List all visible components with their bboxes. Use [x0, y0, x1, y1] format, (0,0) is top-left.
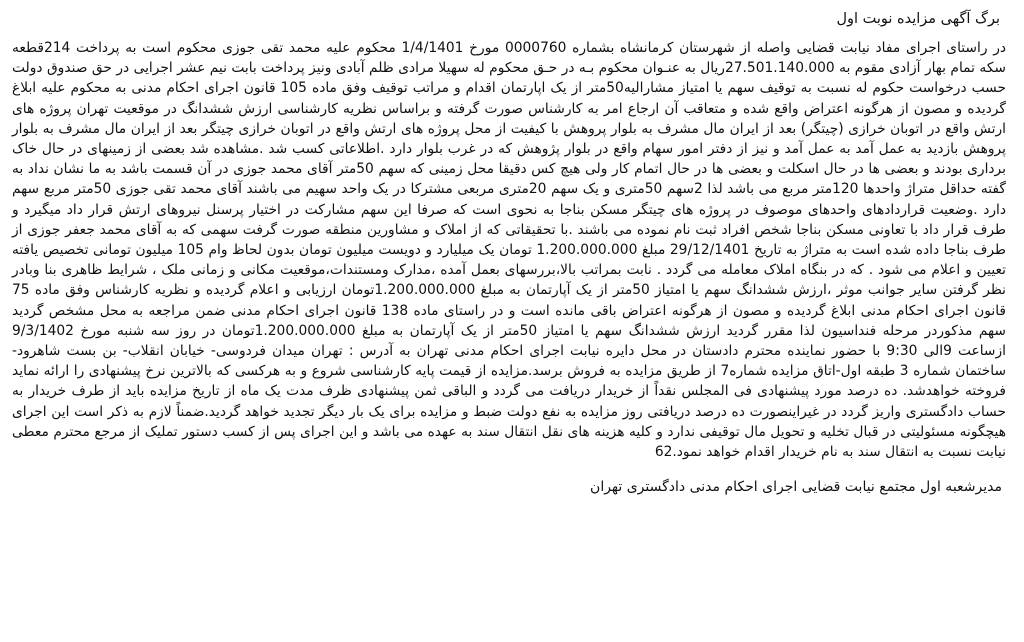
notice-body: در راستای اجرای مفاد نیابت قضایی واصله از شهرستان کرمانشاه بشماره 0000760 مورخ 1/4/1401 محکوم علیه محمد تقی جوزی محکوم است به پرداخت 214قطعه سکه تمام بهار آزادی مقوم به 27.501.140.000ریال به عنـوان محکوم بـه در حـق محکوم له سهیلا مرادی ظلم آبادی ونیز پرداخت بابت نیم عشر اجرایی در حق صندوق دولت حسب درخواست حکوم له نسبت به توقیف سهم یا امتیاز مشارالیه50متر از یک اپارتمان اقدام و مراتب توقیف وفق ماده 105 قانون اجرای احکام مدنی به محکوم علیه ابلاغ گردیده و مصون از هرگونه اعتراض واقع شده و متعاقب آن ارجاع امر به کارشناس صورت گرفته و براساس نظریه کارشناسی ارزش ششدانگ در موقعیت تهران پروژه های ارتش واقع در اتوبان خرازی (چیتگر) بعد از ایران مال مشرف به بلوار پروهش با کیفیت از محل پروژه های ارتش واقع در اتوبان خرازی چیتگر بعد از ایران مال مشرف به بلوار پروهش بازدید به عمل آمد به عمل آمد و نیز از دفتر امور سهام واقع در بلوار پژوهش که در غرب بلوار دارد .اطلاعاتی کسب شد .مشاهده شد بعضی از زمینهای در حال خاک برداری بودند و بعضی ها در حال اسکلت و بعضی ها در حال اتمام کار ولی هیچ کس دقیقا محل زمینی که سهم 50متر آقای محمد جوزی در آن قسمت باشد به ما نشان نداد به گفته حداقل متراژ واحدها 120متر مربع می باشد لذا 2سهم 50متری و یک سهم 20متری مربعی مشترکا در یک واحد سهیم می باشند آقای محمد تقی جوزی 50متر مربع سهم دارد .وضعیت قراردادهای واحدهای موصوف در پروژه های چیتگر مسکن بناجا به نحوی است که صرفا این سهم مشارکت در اختیار پرسنل نیروهای ارتش قرار داد میگیرد و طرف قرار داد با تعاونی مسکن بناجا شخص افراد ثبت نام نموده می باشند .با تحقیقاتی که از املاک و مشاورین منطقه صورت گرفت سهمی که به آقای محمد جعفر جوزی از طرف بناجا داده شده است به متراژ به تاریخ 29/12/1401 مبلغ 1.200.000.000 تومان یک میلیارد و دویست میلیون تومان بدون لحاظ وام 105 میلیون تومانی تخصیص یافته تعیین و اعلام می شود . که در بنگاه املاک معامله می گردد . نابت بمراتب بالا،بررسهای بعمل آمده ،مدارک ومستندات،موقعیت مکانی و زمانی ملک ، شرایط ظاهری بنا وبادر نظر گرفتن سایر جوانب موثر ،ارزش ششدانگ سهم یا امتیاز 50متر از یک آپارتمان به مبلغ 1.200.000.000تومان ارزیابی و اعلام گردیده و نظریه کارشناس وفق ماده 75 قانون اجرای احکام مدنی ابلاغ گردیده و مصون از هرگونه اعتراض باقی مانده است و در راستای ماده 138 قانون اجرای احکام مدنی ضمن مراجعه به محل مشخص گردید سهم مذکوردر مرحله فنداسیون لذا مقرر گردید ارزش ششدانگ سهم یا امتیاز 50متر از یک آپارتمان به مبلغ 1.200.000.000تومان در روز سه شنبه مورخ 9/3/1402 ازساعت 9الی 9:30 با حضور نماینده محترم دادستان در محل دایره نیابت اجرای احکام مدنی تهران به آدرس : تهران میدان فردوسی- خیابان انقلاب- بن بست شاهرود- ساختمان شماره 3 طبقه اول-اتاق مزایده شماره7 از طریق مزایده به فروش برسد.مزایده از قیمت پایه کارشناسی شروع و به هرکسی که بالاترین نرخ پیشنهادی را ارائه نماید فروخته خواهدشد. ده درصد مورد پیشنهادی فی المجلس نقداً از خریدار دریافت می گردد و الباقی ثمن پیشنهادی ظرف مدت یک ماه از تاریخ مزایده باید از طرف خریدار به حساب دادگستری واریز گردد در غیراینصورت ده درصد دریافتی روز مزایده به نفع دولت ضبط و مزایده برای یک بار دیگر تجدید خواهد گردید.ضمناً لازم به ذکر است این اجرای هیچگونه مسئولیتی در قبال تخلیه و تحویل مال توقیفی ندارد و کلیه هزینه های نقل انتقال سند به عهده می باشد و این اجرای پس از کسب دستور تملیک از مرجع محترم معطی نیابت نسبت به انتقال سند به نام خریدار اقدام خواهد نمود.62 [12, 40, 1007, 461]
notice-signature: مدیرشعبه اول مجتمع نیابت قضایی اجرای احکام مدنی دادگستری تهران [590, 479, 1002, 496]
notice-title: برگ آگهی مزایده نوبت اول [836, 11, 1000, 27]
